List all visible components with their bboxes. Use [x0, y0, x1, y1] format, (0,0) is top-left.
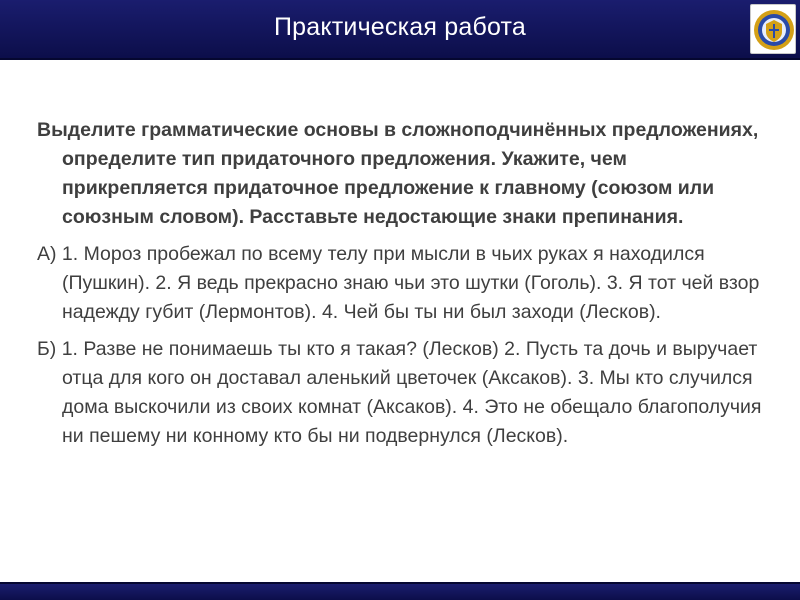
task-part-a: А) 1. Мороз пробежал по всему телу при мысли в чьих руках я находился (Пушкин). 2. Я ведь прекрасно знаю чьи это шутки (Гоголь). 3. Я тот чей взор надежду губит (Лермонтов). 4. Чей бы ты ни был заходи (Лесков). — [37, 243, 760, 323]
header-bar — [0, 0, 800, 60]
task-part-b: Б) 1. Разве не понимаешь ты кто я такая? (Лесков) 2. Пусть та дочь и выручает отца для кого он доставал аленький цветочек (Аксаков). 3. Мы кто случился дома выскочили из своих комнат (Аксаков). 4. Это не обещало благополучия ни пешему ни конному кто бы ни подвернулся (Лесков). — [37, 338, 762, 447]
emblem-logo — [750, 4, 796, 54]
slide-title: Практическая работа — [273, 13, 527, 41]
task-instruction: Выделите грамматические основы в сложноподчинённых предложениях, определите тип придаточного предложения. Укажите, чем прикрепляется придаточное предложение к главному (союзом или союзным словом). Расставьте недостающие знаки препинания. — [37, 119, 759, 228]
footer-bar — [0, 582, 800, 600]
task-content — [37, 116, 772, 459]
